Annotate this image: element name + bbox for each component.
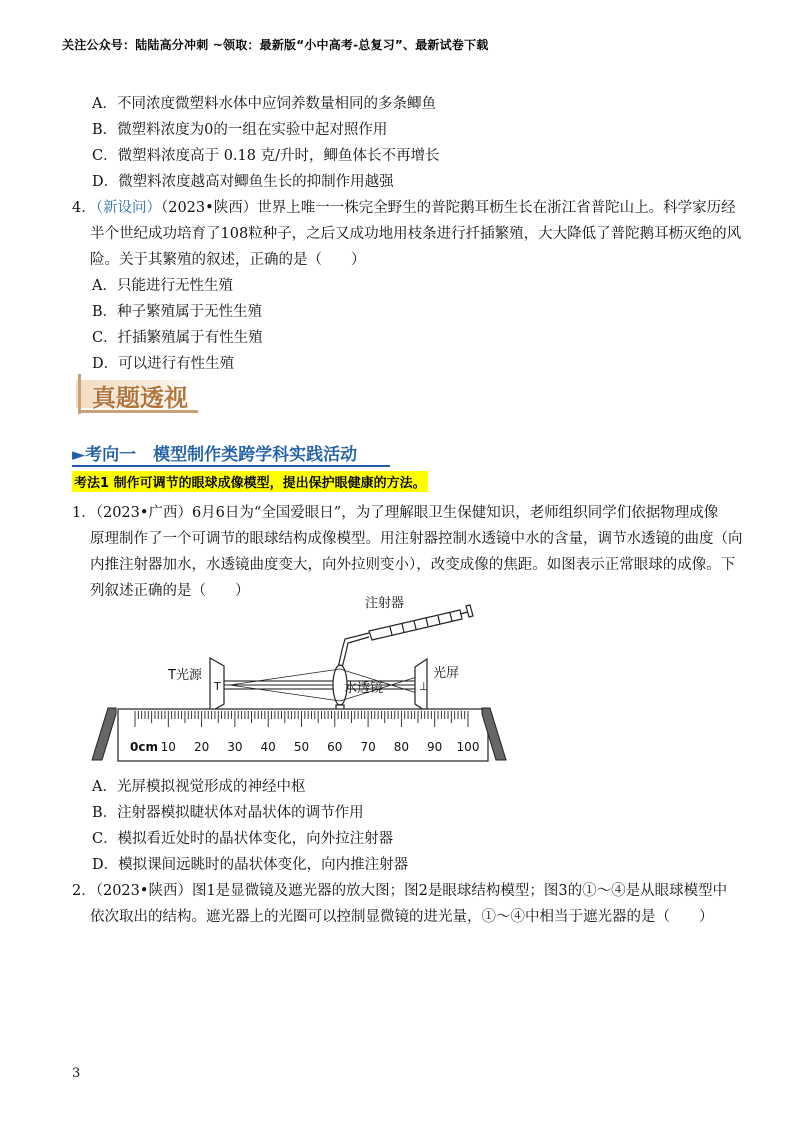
prev-option-a: A．不同浓度微塑料水体中应饲养数量相同的多条鲫鱼 <box>92 96 436 112</box>
q1-line-1: （2023•广西）6月6日为“全国爱眼日”，为了理解眼卫生保健知识，老师组织同学们依据物理成像 <box>95 505 719 521</box>
q2-number: 2． <box>72 883 96 899</box>
ruler-tick-label: 90 <box>427 740 443 754</box>
svg-text:⊥: ⊥ <box>419 680 429 693</box>
ruler-tick-label: 50 <box>293 740 310 754</box>
direction-heading-text: ►考向一 模型制作类跨学科实践活动 <box>72 445 358 465</box>
q2-first-line <box>72 879 727 900</box>
q1-line-3: 内推注射器加水，水透镜曲度变大，向外拉则变小），改变成像的焦距。如图表示正常眼球的成像。下 <box>90 557 736 573</box>
screen-label: 光屏 <box>433 666 460 681</box>
syringe-label: 注射器 <box>365 596 405 611</box>
syringe-icon <box>338 605 473 668</box>
q4-new-tag: （新设问） <box>95 200 161 216</box>
q1-first-line <box>72 501 718 522</box>
ruler-tick-label: 100 <box>456 740 480 754</box>
q1-option-d: D．模拟课间远眺时的晶状体变化，向内推注射器 <box>92 857 409 873</box>
ruler-tick-label: 10 <box>160 740 176 754</box>
eye-model-figure <box>90 590 530 770</box>
ruler-tick-label: 20 <box>193 740 210 754</box>
q1-line-2: 原理制作了一个可调节的眼球结构成像模型。用注射器控制水透镜中水的含量，调节水透镜的曲度（向 <box>90 531 743 547</box>
page-number: 3 <box>72 1066 81 1081</box>
ruler-tick-label: 80 <box>393 740 410 754</box>
method-highlight: 考法1 制作可调节的眼球成像模型，提出保护眼健康的方法。 <box>72 471 428 492</box>
prev-option-d: D．微塑料浓度越高对鲫鱼生长的抑制作用越强 <box>92 174 394 190</box>
q4-option-c: C．扦插繁殖属于有性生殖 <box>92 330 263 346</box>
q1-option-c: C．模拟看近处时的晶状体变化，向外拉注射器 <box>92 831 394 847</box>
q4-option-d: D．可以进行有性生殖 <box>92 356 235 372</box>
q4-line-3: 险。关于其繁殖的叙述，正确的是（ ） <box>90 252 366 268</box>
q4-first-line <box>72 196 736 217</box>
page-header: 关注公众号：陆陆高分冲刺 ~领取：最新版“小中高考-总复习”、最新试卷下载 <box>62 38 489 52</box>
q1-number: 1． <box>72 505 96 521</box>
q4-option-b: B．种子繁殖属于无性生殖 <box>92 304 263 320</box>
ruler-unit-label: 0cm <box>130 740 158 754</box>
section-title: 真题透视 <box>92 384 188 412</box>
q4-line-2: 半个世纪成功培育了108粒种子，之后又成功地用枝条进行扦插繁殖，大大降低了普陀鹅耳枥灭绝的风 <box>90 226 742 242</box>
q2-line-2: 依次取出的结构。遮光器上的光圈可以控制显微镜的进光量，①～④中相当于遮光器的是（ ） <box>90 909 714 925</box>
q2-line-1: （2023•陕西）图1是显微镜及遮光器的放大图；图2是眼球结构模型；图3的①～④是从眼球模型中 <box>95 883 728 899</box>
light-source-label: T光源 <box>168 668 202 683</box>
ruler-tick-label: 30 <box>227 740 243 754</box>
ruler-tick-label: 40 <box>260 740 276 754</box>
q1-option-b: B．注射器模拟睫状体对晶状体的调节作用 <box>92 805 364 821</box>
water-lens-label: 水透镜 <box>344 681 384 696</box>
prev-option-c: C．微塑料浓度高于 0.18 克/升时，鲫鱼体长不再增长 <box>92 148 440 164</box>
ruler-tick-label: 70 <box>360 740 376 754</box>
q1-option-a: A．光屏模拟视觉形成的神经中枢 <box>92 779 306 795</box>
direction-heading <box>72 440 392 466</box>
ruler-tick-label: 60 <box>327 740 343 754</box>
q4-option-a: A．只能进行无性生殖 <box>92 278 233 294</box>
q4-line-1: （2023•陕西）世界上唯一一株完全野生的普陀鹅耳枥生长在浙江省普陀山上。科学家历经 <box>160 200 736 216</box>
q1-line-4: 列叙述正确的是（ ） <box>90 583 250 599</box>
q4-number: 4． <box>72 200 96 216</box>
svg-text:T: T <box>214 680 221 693</box>
prev-option-b: B．微塑料浓度为0的一组在实验中起对照作用 <box>92 122 388 138</box>
section-title-box <box>76 374 206 414</box>
